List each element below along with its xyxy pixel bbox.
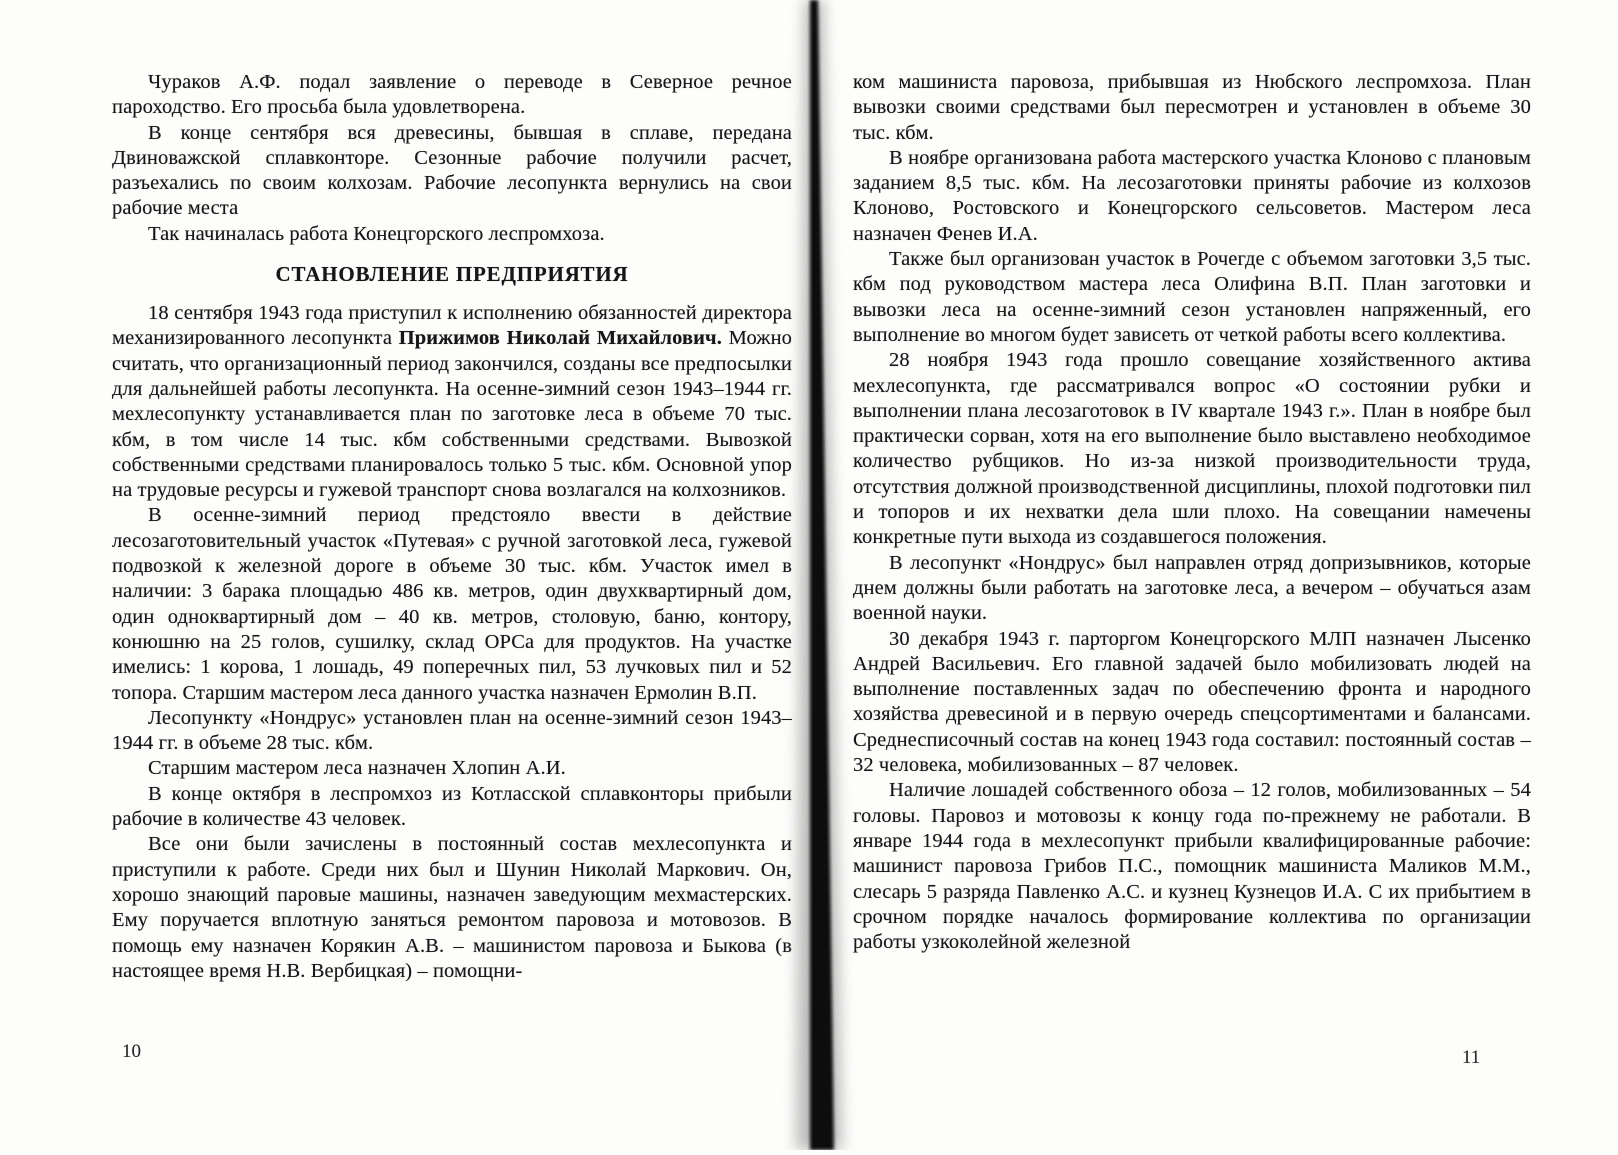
continuation-paragraph: ком машиниста паровоза, прибывшая из Нюбского леспромхоза. План вывозки своими средствами был пересмотрен и установлен в объеме 30 тыс. кбм. xyxy=(853,71,1531,144)
page-number-left: 10 xyxy=(122,1041,141,1062)
paragraph-text: Можно считать, что организационный период закончился, созданы все предпосылки для дальнейшей работы лесопункта. На осенне-зимний сезон 1943–1944 гг. мехлесопункту устанавливается план по заготовке леса в объеме 70 тыс. кбм, в том числе 14 тыс. кбм собственными средствами. Вывозкой собственными средствами планировалось только 5 тыс. кбм. Основной упор на трудовые ресурсы и гужевой транспорт снова возлагался на колхозников. xyxy=(112,327,792,502)
paragraph: В ноябре организована работа мастерского участка Клоново с плановым заданием 8,5 тыс. кбм. На лесозаготовки приняты рабочие из колхозов Клоново, Ростовского и Конецгорского сельсоветов. Мастером леса назначен Фенев И.А. xyxy=(853,146,1531,245)
paragraph: Лесопункту «Нондрус» установлен план на осенне-зимний сезон 1943–1944 гг. в объеме 28 тыс. кбм. xyxy=(112,706,792,755)
paragraph: Также был организован участок в Рочегде с объемом заготовки 3,5 тыс. кбм под руководством мастера леса Олифина В.П. План заготовки и вывозки леса на осенне-зимний сезон установлен напряженный, его выполнение во многом будет зависеть от четкой работы всего коллектива. xyxy=(853,248,1531,346)
paragraph: В лесопункт «Нондрус» был направлен отряд допризывников, которые днем должны были работать на заготовке леса, а вечером – обучаться азам военной науки. xyxy=(853,551,1531,625)
director-name-bold: Прижимов Николай Михайлович. xyxy=(398,327,722,350)
paragraph: В конце сентября вся древесины, бывшая в сплаве, передана Двиноважской сплавконторе. Сезонные рабочие получили расчет, разъехались по своим колхозам. Рабочие лесопункта вернулись на свои рабочие места xyxy=(112,121,792,220)
paragraph: В осенне-зимний период предстояло ввести в действие лесозаготовительный участок «Путевая» с ручной заготовкой леса, гужевой подвозкой к железной дороге в объеме 30 тыс. кбм. Участок имел в наличии: 3 барака площадью 486 кв. метров, один двухквартирный дом, один одноквартирный дом – 40 кв. метров, столовую, баню, контору, конюшню на 25 голов, сушилку, склад ОРСа для продуктов. На участке имелись: 1 корова, 1 лошадь, 49 поперечных пил, 53 лучковых пил и 52 топора. Старшим мастером леса данного участка назначен Ермолин В.П. xyxy=(112,504,792,704)
paragraph: 30 декабря 1943 г. парторгом Конецгорского МЛП назначен Лысенко Андрей Васильевич. Его главной задачей было мобилизовать людей на выполнение поставленных задач по обеспечению фронта и народного хозяйства древесиной и в первую очередь спецсортиментами и балансами. Среднесписочный состав на конец 1943 года составил: постоянный состав – 32 человека, мобилизованных – 87 человек. xyxy=(853,627,1531,777)
paragraph: Наличие лошадей собственного обоза – 12 голов, мобилизованных – 54 головы. Паровоз и мотовозы к концу года по-прежнему не работали. В январе 1944 года в мехлесопункт прибыли квалифицированные рабочие: машинист паровоза Грибов П.С., помощник машиниста Маликов М.М., слесарь 5 разряда Павленко А.С. и кузнец Кузнецов И.А. С их прибытием в срочном порядке началось формирование коллектива по организации работы узкоколейной железной xyxy=(853,779,1531,954)
paragraph-text: 18 сентября 1943 года приступил к исполнению обязанностей директора механизированного лесопункта xyxy=(112,302,792,350)
left-page xyxy=(112,70,792,984)
paragraph: В конце октября в леспромхоз из Котласской сплавконторы прибыли рабочие в количестве 43 человек. xyxy=(112,782,792,831)
page-number-right: 11 xyxy=(1462,1047,1481,1068)
right-page xyxy=(853,70,1531,955)
paragraph: Так начиналась работа Конецгорского леспромхоза. xyxy=(148,222,605,245)
paragraph: Чураков А.Ф. подал заявление о переводе в Северное речное пароходство. Его просьба была удовлетворена. xyxy=(112,71,792,119)
paragraph-with-director-name xyxy=(112,301,792,503)
section-heading: СТАНОВЛЕНИЕ ПРЕДПРИЯТИЯ xyxy=(275,262,629,287)
paragraph: Старшим мастером леса назначен Хлопин А.И. xyxy=(148,757,566,780)
paragraph: 28 ноября 1943 года прошло совещание хозяйственного актива мехлесопункта, где рассматривался вопрос «О состоянии рубки и выполнении плана лесозаготовок в IV квартале 1943 г.». План в ноябре был практически сорван, хотя на его выполнение было выставлено необходимое количество рубщиков. Но из-за низкой производительности труда, отсутствия должной производственной дисциплины, плохой подготовки пил и топоров и их нехватки дела шли плохо. На совещании намечены конкретные пути выхода из создавшегося положения. xyxy=(853,349,1531,549)
paragraph: Все они были зачислены в постоянный состав мехлесопункта и приступили к работе. Среди них был и Шунин Николай Маркович. Он, хорошо знающий паровые машины, назначен заведующим мехмастерских. Ему поручается вплотную заняться ремонтом паровоза и мотовозов. В помощь ему назначен Корякин А.В. – машинистом паровоза и Быкова (в настоящее время Н.В. Вербицкая) – помощни- xyxy=(112,833,792,982)
